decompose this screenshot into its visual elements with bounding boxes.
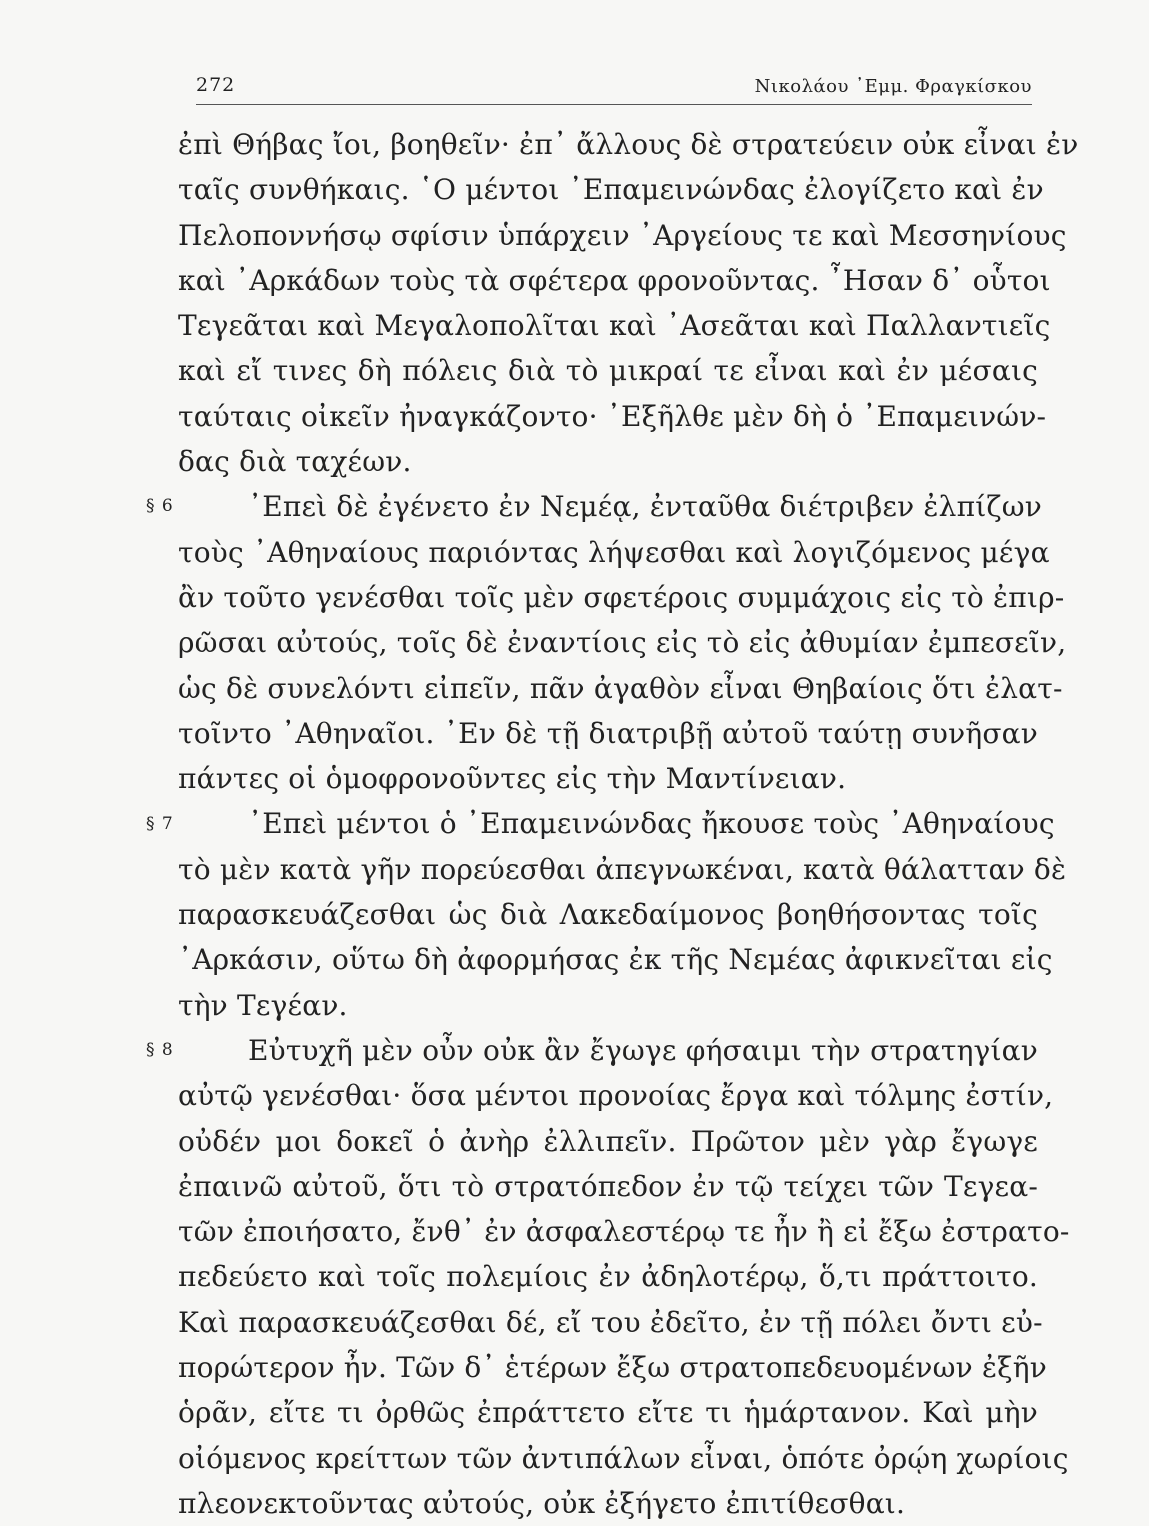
text-line: καὶ εἴ τινες δὴ πόλεις διὰ τὸ μικραί τε εἶναι καὶ ἐν μέσαις	[178, 354, 1038, 388]
text-line: ᾿Επεὶ μέντοι ὁ ᾿Επαμεινώνδας ἤκουσε τοὺς ᾿Αθηναίους	[248, 807, 1055, 841]
text-line: ἐπὶ Θήβας ἴοι, βοηθεῖν· ἐπ᾿ ἄλλους δὲ στρατεύειν οὐκ εἶναι ἐν	[178, 128, 1079, 161]
text-line: τὴν Τεγέαν.	[178, 988, 348, 1022]
section-marker: § 8	[146, 1040, 174, 1060]
text-line: Τεγεᾶται καὶ Μεγαλοπολῖται καὶ ᾿Ασεᾶται καὶ Παλλαντιεῖς	[178, 309, 1051, 343]
text-line: Πελοποννήσῳ σφίσιν ὑπάρχειν ᾿Αργείους τε καὶ Μεσσηνίους	[178, 218, 1067, 252]
section-marker: § 6	[146, 496, 174, 517]
text-line: πεδεύετο καὶ τοῖς πολεμίοις ἐν ἀδηλοτέρῳ, ὅ,τι πράττοιτο.	[178, 1260, 1038, 1294]
text-line: καὶ ᾿Αρκάδων τοὺς τὰ σφέτερα φρονοῦντας. ῏Ησαν δ᾿ οὗτοι	[178, 263, 1051, 297]
text-line: δας διὰ ταχέων.	[178, 445, 412, 479]
text-line: ὁρᾶν, εἴτε τι ὀρθῶς ἐπράττετο εἴτε τι ἡμάρτανον. Καὶ μὴν	[178, 1396, 1038, 1430]
text-line: ᾿Επεὶ δὲ ἐγένετο ἐν Νεμέᾳ, ἐνταῦθα διέτριβεν ἐλπίζων	[248, 490, 1043, 524]
running-title: Νικολάου ᾿Εμμ. Φραγκίσκου	[754, 76, 1032, 97]
text-line: πάντες οἱ ὁμοφρονοῦντες εἰς τὴν Μαντίνειαν.	[178, 762, 847, 796]
text-line: ἂν τοῦτο γενέσθαι τοῖς μὲν σφετέροις συμμάχοις εἰς τὸ ἐπιρ-	[178, 580, 1065, 614]
text-line: Καὶ παρασκευάζεσθαι δέ, εἴ του ἐδεῖτο, ἐν τῇ πόλει ὄντι εὐ-	[178, 1305, 1043, 1339]
text-line: Εὐτυχῆ μὲν οὖν οὐκ ἂν ἔγωγε φήσαιμι τὴν στρατηγίαν	[248, 1033, 1038, 1067]
text-line: ὡς δὲ συνελόντι εἰπεῖν, πᾶν ἀγαθὸν εἶναι Θηβαίοις ὅτι ἐλατ-	[178, 671, 1063, 705]
text-line: παρασκευάζεσθαι ὡς διὰ Λακεδαίμονος βοηθήσοντας τοῖς	[178, 898, 1038, 932]
text-line: ταύταις οἰκεῖν ἠναγκάζοντο· ᾿Εξῆλθε μὲν δὴ ὁ ᾿Επαμεινών-	[178, 399, 1047, 433]
text-line: τὸ μὲν κατὰ γῆν πορεύεσθαι ἀπεγνωκέναι, κατὰ θάλατταν δὲ	[178, 852, 1067, 886]
text-line: οἰόμενος κρείττων τῶν ἀντιπάλων εἶναι, ὁπότε ὀρῴη χωρίοις	[178, 1441, 1069, 1475]
text-line: οὐδέν μοι δοκεῖ ὁ ἀνὴρ ἐλλιπεῖν. Πρῶτον μὲν γὰρ ἔγωγε	[178, 1124, 1038, 1158]
page-header	[196, 74, 1032, 105]
page-number: 272	[196, 74, 236, 96]
text-line: ταῖς συνθήκαις. ῾Ο μέντοι ᾿Επαμεινώνδας ἐλογίζετο καὶ ἐν	[178, 173, 1044, 207]
text-line: αὐτῷ γενέσθαι· ὅσα μέντοι προνοίας ἔργα καὶ τόλμης ἐστίν,	[178, 1079, 1054, 1113]
text-line: ᾿Αρκάσιν, οὕτω δὴ ἀφορμήσας ἐκ τῆς Νεμέας ἀφικνεῖται εἰς	[178, 943, 1053, 977]
text-line: πλεονεκτοῦντας αὐτούς, οὐκ ἐξήγετο ἐπιτίθεσθαι.	[178, 1486, 906, 1520]
text-line: τοῖντο ᾿Αθηναῖοι. ᾿Εν δὲ τῇ διατριβῇ αὐτοῦ ταύτῃ συνῆσαν	[178, 716, 1038, 750]
text-line: τοὺς ᾿Αθηναίους παριόντας λήψεσθαι καὶ λογιζόμενος μέγα	[178, 535, 1050, 569]
text-line: πορώτερον ἦν. Τῶν δ᾿ ἑτέρων ἔξω στρατοπεδευομένων ἐξῆν	[178, 1351, 1047, 1385]
text-line: τῶν ἐποιήσατο, ἔνθ᾿ ἐν ἀσφαλεστέρῳ τε ἦν ἢ εἰ ἔξω ἐστρατο-	[178, 1215, 1070, 1249]
text-line: ἐπαινῶ αὐτοῦ, ὅτι τὸ στρατόπεδον ἐν τῷ τείχει τῶν Τεγεα-	[178, 1169, 1038, 1203]
body-text	[178, 122, 1079, 1526]
text-line: ρῶσαι αὐτούς, τοῖς δὲ ἐναντίοις εἰς τὸ εἰς ἀθυμίαν ἐμπεσεῖν,	[178, 626, 1067, 660]
section-marker: § 7	[146, 813, 174, 834]
